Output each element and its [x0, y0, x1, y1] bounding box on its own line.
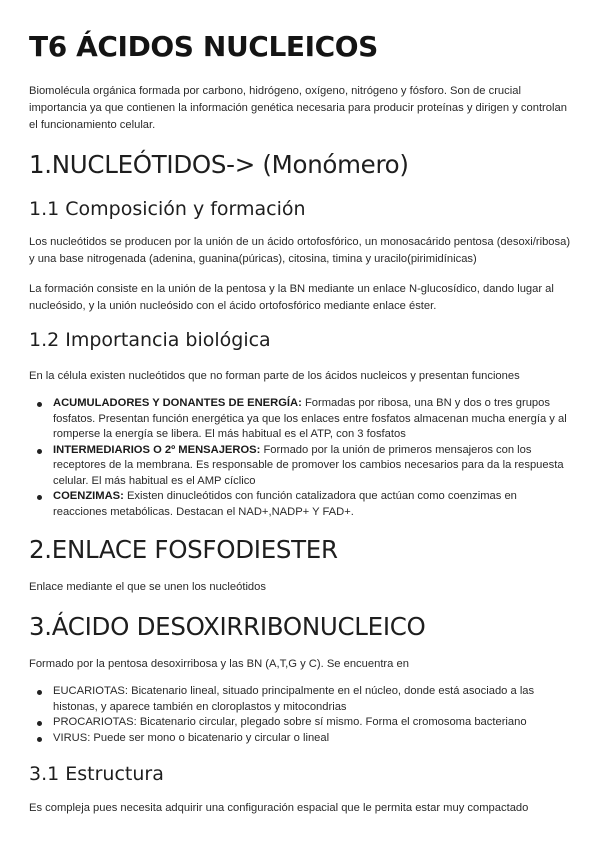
section-3-1-heading: 3.1 Estructura — [29, 763, 164, 785]
locations-list — [53, 684, 573, 746]
section-1-2-paragraph: En la célula existen nucleótidos que no forman parte de los ácidos nucleicos y presentan funciones — [29, 370, 520, 382]
list-item — [53, 731, 573, 747]
section-1-1-paragraph-2: La formación consiste en la unión de la pentosa y la BN mediante un enlace N-glucosídico, dando lugar al nucleósido, y la unión nucleósido con el ácido ortofosfórico mediante enlace éster. — [29, 283, 554, 312]
list-item — [53, 684, 573, 715]
bullet-icon — [37, 449, 42, 454]
list-item — [53, 396, 573, 443]
section-1-1-paragraph-1: Los nucleótidos se producen por la unión de un ácido ortofosfórico, un monosacárido pentosa (desoxi/ribosa) y una base nitrogenada (adenina, guanina(púricas), citosina, timina y uracilo(pirimidínicas) — [29, 236, 571, 265]
list-item — [53, 715, 573, 731]
section-1-1-heading: 1.1 Composición y formación — [29, 198, 306, 220]
list-item-term: COENZIMAS: — [53, 490, 124, 502]
bullet-icon — [37, 737, 42, 742]
list-item-term: ACUMULADORES Y DONANTES DE ENERGÍA: — [53, 397, 302, 409]
list-item-text: Formado por la unión de primeros mensajeros con los receptores de la membrana. Es responsable de promover los cambios necesarios para da la respuesta celular. El más habitual es el AMP cíclico — [53, 443, 564, 487]
section-3-paragraph: Formado por la pentosa desoxirribosa y las BN (A,T,G y C). Se encuentra en — [29, 658, 409, 670]
section-2-heading: 2.ENLACE FOSFODIESTER — [29, 535, 338, 564]
list-item-text: PROCARIOTAS: Bicatenario circular, plegado sobre sí mismo. Forma el cromosoma bacteriano — [53, 716, 527, 728]
list-item-text: Existen dinucleótidos con función catalizadora que actúan como coenzimas en reacciones metabólicas. Destacan el NAD+,NADP+ Y FAD+. — [53, 490, 517, 518]
intro-paragraph: Biomolécula orgánica formada por carbono, hidrógeno, oxígeno, nitrógeno y fósforo. Son de crucial importancia ya que contienen la información genética necesaria para producir proteínas y dirigen y controlan el funcionamiento celular. — [29, 85, 567, 131]
functions-list — [53, 396, 573, 520]
bullet-icon — [37, 495, 42, 500]
section-1-heading: 1.NUCLEÓTIDOS-> (Monómero) — [29, 150, 409, 179]
list-item-text: Formadas por ribosa, una BN y dos o tres grupos fosfatos. Presentan función energética ya que los enlaces entre fosfatos almacenan mucha energía y al romperse la energía se libera. El más habitual es el ATP, con 3 fosfatos — [53, 397, 567, 440]
section-3-heading: 3.ÁCIDO DESOXIRRIBONUCLEICO — [29, 612, 426, 641]
list-item-term: INTERMEDIARIOS O 2º MENSAJEROS: — [53, 443, 261, 456]
section-3-1-paragraph: Es compleja pues necesita adquirir una configuración espacial que le permita estar muy compactado — [29, 802, 529, 814]
list-item-text: VIRUS: Puede ser mono o bicatenario y circular o lineal — [53, 731, 330, 744]
list-item-text: EUCARIOTAS: Bicatenario lineal, situado principalmente en el núcleo, donde está asociado a las histonas, y aparece también en cloroplastos y mitocondrias — [53, 685, 535, 713]
bullet-icon — [37, 402, 42, 407]
bullet-icon — [37, 690, 42, 695]
document-title: T6 ÁCIDOS NUCLEICOS — [29, 30, 378, 63]
list-item — [53, 443, 573, 490]
section-1-2-heading: 1.2 Importancia biológica — [29, 329, 271, 351]
list-item — [53, 489, 573, 520]
bullet-icon — [37, 721, 42, 726]
section-2-paragraph: Enlace mediante el que se unen los nucleótidos — [29, 581, 266, 593]
